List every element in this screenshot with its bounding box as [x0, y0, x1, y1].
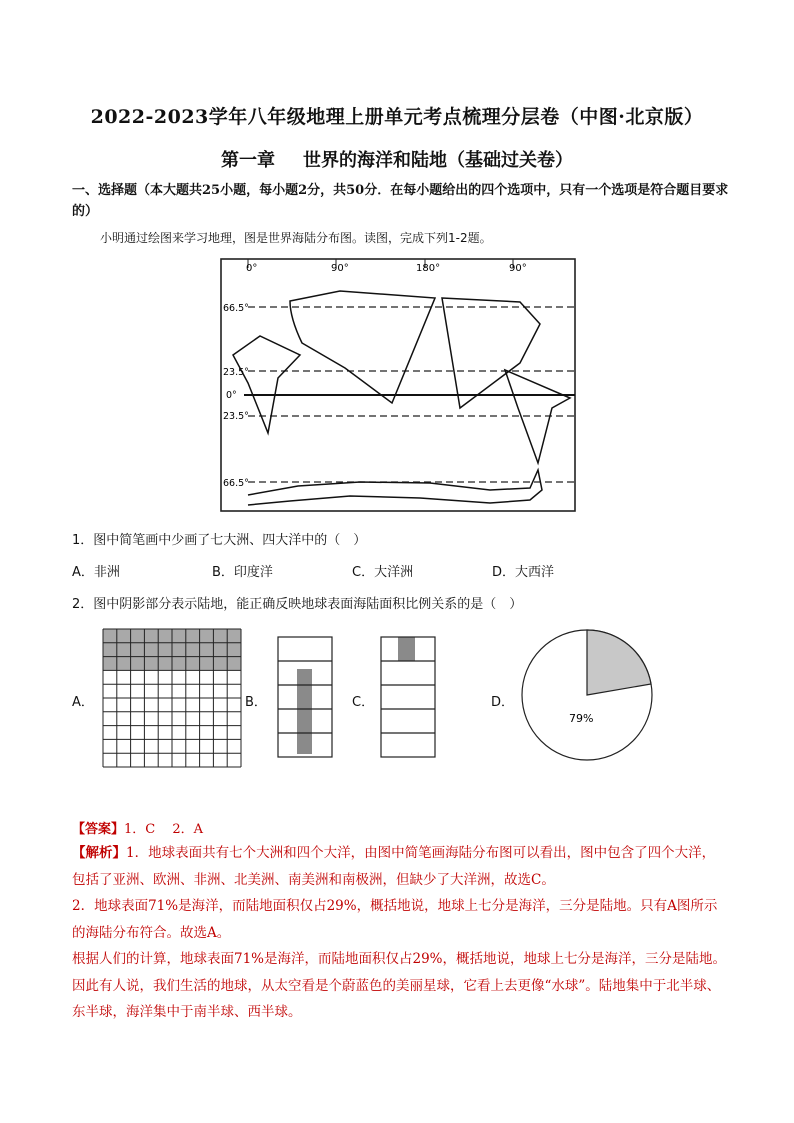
- analysis-paragraph-3: 根据人们的计算，地球表面71%是海洋，而陆地面积仅占29%，概括地说，地球上七分是海洋，三分是陆地。因此有人说，我们生活的地球，从太空看是个蔚蓝色的美丽星球，它看上去更像“水球”。陆地集中于北半球、东半球，海洋集中于南半球、西半球。: [72, 951, 727, 1020]
- q2-option-d-pie[interactable]: [517, 612, 657, 762]
- lon-label: 90°: [331, 263, 349, 274]
- q2-option-a-label[interactable]: A．: [72, 695, 94, 710]
- section-heading: 一、选择题（本大题共25小题，每小题2分，共50分．在每小题给出的四个选项中，只有一个选项是符合题目要求的）: [72, 183, 729, 219]
- answer-tag: 【答案】: [72, 822, 125, 837]
- q1-option-c[interactable]: C．大洋洲: [352, 565, 414, 580]
- q2-option-d-label[interactable]: D．: [491, 695, 515, 710]
- page-title: 2022-2023学年八年级地理上册单元考点梳理分层卷（中图·北京版）: [90, 106, 704, 128]
- analysis-p1: 1．地球表面共有七个大洲和四个大洋，由图中简笔画海陆分布图可以看出，图中包含了四个大洋，包括了亚洲、欧洲、非洲、北美洲、南美洲和南极洲，但缺少了大洋洲，故选C。: [72, 845, 716, 888]
- analysis-paragraph-1: [72, 840, 728, 893]
- q2-option-a-grid[interactable]: [102, 628, 242, 768]
- world-sea-land-map: [220, 258, 576, 512]
- chapter-number: 第一章: [221, 150, 275, 171]
- q2-option-c-diagram[interactable]: [380, 636, 436, 758]
- q2-option-b-label[interactable]: B．: [245, 695, 267, 710]
- q1-option-a[interactable]: A．非洲: [72, 565, 120, 580]
- chapter-name: 世界的海洋和陆地（基础过关卷）: [303, 150, 573, 171]
- question-1-stem: 1．图中简笔画中少画了七大洲、四大洋中的（ ）: [72, 533, 367, 548]
- answer-text: 1．C 2．A: [124, 822, 204, 837]
- lon-label: 90°: [509, 263, 527, 274]
- pie-ocean-label: 79%: [569, 712, 594, 725]
- analysis-paragraph-2: 2．地球表面71%是海洋，而陆地面积仅占29%，概括地说，地球上七分是海洋，三分是陆地。只有A图所示的海陆分布符合。故选A。: [72, 898, 718, 941]
- chapter-title: [0, 146, 794, 172]
- pie-land-slice: [587, 630, 651, 695]
- lat-label: 23.5°: [223, 367, 249, 378]
- lon-label: 180°: [416, 263, 441, 274]
- question-intro: 小明通过绘图来学习地理，图是世界海陆分布图。读图，完成下列1-2题。: [100, 231, 492, 245]
- q2-option-b-diagram[interactable]: [277, 636, 333, 758]
- q2-option-c-label[interactable]: C．: [352, 695, 375, 710]
- lat-label: 66.5°: [223, 303, 249, 314]
- q1-option-d[interactable]: D．大西洋: [492, 565, 555, 580]
- analysis-tag: 【解析】: [72, 845, 126, 861]
- lat-label: 23.5°: [223, 411, 249, 422]
- lat-label: 66.5°: [223, 478, 249, 489]
- lat-label: 0°: [226, 390, 237, 401]
- analysis-block: [72, 814, 728, 1026]
- lon-label: 0°: [246, 263, 258, 274]
- q1-option-b[interactable]: B．印度洋: [212, 565, 273, 580]
- question-2-stem: 2．图中阴影部分表示陆地，能正确反映地球表面海陆面积比例关系的是（ ）: [72, 597, 523, 612]
